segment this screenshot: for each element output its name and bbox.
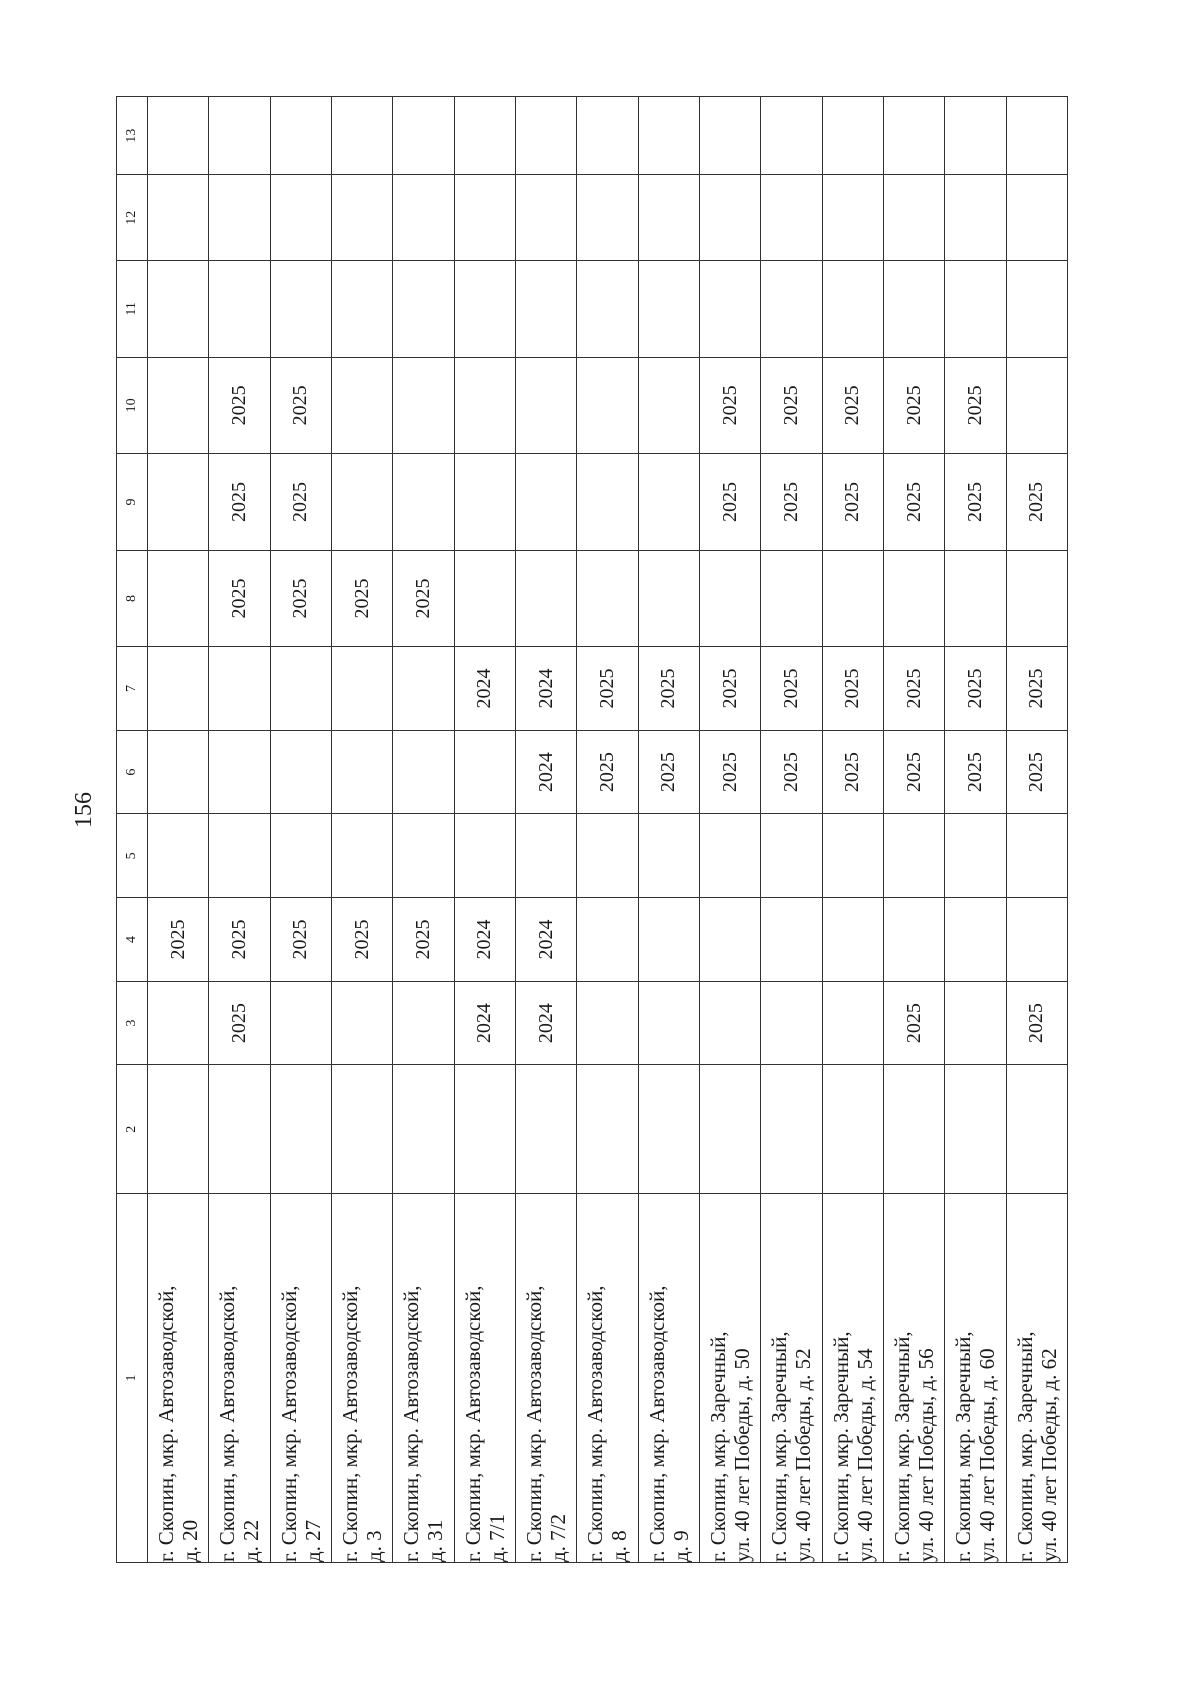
column-header: 10 — [117, 357, 148, 454]
year-cell — [1006, 357, 1067, 454]
year-cell: 2025 — [638, 647, 699, 731]
year-cell: 2024 — [515, 981, 576, 1065]
year-cell: 2025 — [209, 357, 270, 454]
year-cell — [454, 261, 515, 358]
year-cell — [883, 97, 944, 175]
year-cell — [331, 647, 392, 731]
year-cell — [638, 550, 699, 647]
year-cell: 2025 — [209, 981, 270, 1065]
year-cell — [883, 898, 944, 982]
year-cell — [393, 357, 454, 454]
address-cell — [577, 1194, 638, 1563]
year-cell: 2024 — [454, 981, 515, 1065]
year-cell — [331, 261, 392, 358]
table-row — [331, 97, 392, 1563]
address-cell — [638, 1194, 699, 1563]
address-cell — [393, 1194, 454, 1563]
year-cell — [270, 1065, 331, 1194]
year-cell — [883, 550, 944, 647]
year-cell: 2025 — [761, 454, 822, 551]
table-row — [945, 97, 1006, 1563]
address-line: д. 22 — [239, 1519, 264, 1562]
year-cell — [454, 550, 515, 647]
address-line: г. Скопин, мкр. Автозаводской, — [644, 1285, 669, 1562]
address-line: ул. 40 лет Победы, д. 52 — [791, 1348, 816, 1562]
year-cell: 2025 — [577, 647, 638, 731]
year-cell — [761, 1065, 822, 1194]
year-cell — [822, 814, 883, 898]
table-row — [515, 97, 576, 1563]
year-cell — [761, 814, 822, 898]
year-cell: 2025 — [822, 454, 883, 551]
year-cell: 2025 — [883, 981, 944, 1065]
year-cell — [209, 175, 270, 261]
year-cell — [577, 550, 638, 647]
year-cell: 2025 — [393, 898, 454, 982]
year-cell — [270, 175, 331, 261]
address-cell — [270, 1194, 331, 1563]
year-cell — [945, 898, 1006, 982]
year-cell — [945, 261, 1006, 358]
year-cell — [1006, 898, 1067, 982]
year-cell: 2025 — [1006, 647, 1067, 731]
year-cell — [331, 175, 392, 261]
column-header: 11 — [117, 261, 148, 358]
year-cell: 2025 — [270, 898, 331, 982]
year-cell — [331, 981, 392, 1065]
year-cell — [515, 1065, 576, 1194]
address-line: д. 27 — [300, 1519, 325, 1562]
year-cell — [945, 97, 1006, 175]
address-line: ул. 40 лет Победы, д. 60 — [975, 1348, 1000, 1562]
address-line: ул. 40 лет Победы, д. 54 — [852, 1348, 877, 1562]
address-cell — [822, 1194, 883, 1563]
year-cell: 2025 — [883, 454, 944, 551]
year-cell — [638, 261, 699, 358]
address-line: г. Скопин, мкр. Заречный, — [951, 1331, 976, 1562]
address-line: г. Скопин, мкр. Автозаводской, — [399, 1285, 424, 1562]
address-line: д. 7/2 — [546, 1513, 571, 1562]
year-cell — [577, 97, 638, 175]
address-line: ул. 40 лет Победы, д. 50 — [730, 1348, 755, 1562]
year-cell — [945, 550, 1006, 647]
year-cell — [331, 357, 392, 454]
year-cell — [638, 981, 699, 1065]
year-cell: 2024 — [515, 647, 576, 731]
year-cell — [638, 898, 699, 982]
year-cell: 2025 — [209, 454, 270, 551]
year-cell: 2025 — [822, 647, 883, 731]
address-line: г. Скопин, мкр. Заречный, — [890, 1331, 915, 1562]
year-cell: 2025 — [270, 357, 331, 454]
year-cell — [761, 261, 822, 358]
year-cell — [515, 261, 576, 358]
year-cell: 2024 — [515, 730, 576, 814]
year-cell: 2025 — [393, 550, 454, 647]
year-cell: 2025 — [270, 550, 331, 647]
column-header: 13 — [117, 97, 148, 175]
year-cell — [699, 550, 760, 647]
year-cell — [699, 261, 760, 358]
year-cell — [883, 814, 944, 898]
address-cell — [945, 1194, 1006, 1563]
year-cell — [883, 1065, 944, 1194]
address-line: д. 8 — [607, 1530, 632, 1562]
year-cell — [577, 454, 638, 551]
address-cell — [209, 1194, 270, 1563]
year-cell — [148, 454, 209, 551]
year-cell: 2025 — [148, 898, 209, 982]
year-cell: 2025 — [945, 454, 1006, 551]
year-cell: 2025 — [209, 898, 270, 982]
year-cell — [454, 814, 515, 898]
year-cell — [454, 175, 515, 261]
year-cell — [577, 814, 638, 898]
table-row — [638, 97, 699, 1563]
year-cell — [209, 730, 270, 814]
year-cell — [515, 357, 576, 454]
year-cell — [699, 814, 760, 898]
address-line: г. Скопин, мкр. Автозаводской, — [583, 1285, 608, 1562]
year-cell — [393, 454, 454, 551]
year-cell — [1006, 550, 1067, 647]
year-cell — [148, 97, 209, 175]
schedule-table — [116, 96, 1068, 1563]
year-cell — [209, 814, 270, 898]
address-line: г. Скопин, мкр. Заречный, — [828, 1331, 853, 1562]
year-cell — [577, 357, 638, 454]
year-cell: 2024 — [454, 898, 515, 982]
year-cell: 2025 — [945, 730, 1006, 814]
address-line: д. 31 — [423, 1519, 448, 1562]
year-cell: 2024 — [515, 898, 576, 982]
year-cell: 2025 — [699, 454, 760, 551]
column-header: 8 — [117, 550, 148, 647]
table-row — [699, 97, 760, 1563]
year-cell — [209, 1065, 270, 1194]
year-cell — [515, 97, 576, 175]
year-cell — [148, 814, 209, 898]
year-cell — [270, 647, 331, 731]
year-cell — [1006, 814, 1067, 898]
year-cell — [638, 1065, 699, 1194]
column-header: 6 — [117, 730, 148, 814]
year-cell — [822, 550, 883, 647]
year-cell — [209, 647, 270, 731]
year-cell: 2025 — [1006, 454, 1067, 551]
year-cell — [577, 261, 638, 358]
address-line: ул. 40 лет Победы, д. 56 — [914, 1348, 939, 1562]
table-row — [454, 97, 515, 1563]
address-line: г. Скопин, мкр. Автозаводской, — [338, 1285, 363, 1562]
year-cell — [331, 1065, 392, 1194]
year-cell — [945, 1065, 1006, 1194]
address-line: д. 20 — [178, 1519, 203, 1562]
table-body — [117, 97, 1068, 1563]
year-cell: 2025 — [761, 647, 822, 731]
year-cell — [393, 814, 454, 898]
year-cell: 2025 — [883, 357, 944, 454]
column-header: 12 — [117, 175, 148, 261]
table-row — [209, 97, 270, 1563]
year-cell — [761, 898, 822, 982]
year-cell — [454, 97, 515, 175]
address-line: г. Скопин, мкр. Автозаводской, — [154, 1285, 179, 1562]
year-cell: 2024 — [454, 647, 515, 731]
column-header: 1 — [117, 1194, 148, 1563]
year-cell — [270, 97, 331, 175]
year-cell — [331, 97, 392, 175]
year-cell — [393, 261, 454, 358]
year-cell: 2025 — [883, 647, 944, 731]
year-cell: 2025 — [699, 647, 760, 731]
year-cell — [577, 1065, 638, 1194]
year-cell — [515, 814, 576, 898]
year-cell: 2025 — [761, 730, 822, 814]
year-cell — [1006, 1065, 1067, 1194]
year-cell — [331, 454, 392, 551]
year-cell — [270, 730, 331, 814]
year-cell — [1006, 175, 1067, 261]
table-row — [577, 97, 638, 1563]
page-number: 156 — [70, 792, 97, 828]
address-line: д. 3 — [362, 1530, 387, 1562]
year-cell — [454, 357, 515, 454]
year-cell — [515, 454, 576, 551]
year-cell — [699, 981, 760, 1065]
year-cell — [148, 981, 209, 1065]
year-cell — [209, 261, 270, 358]
year-cell — [883, 175, 944, 261]
table-row — [761, 97, 822, 1563]
year-cell — [822, 898, 883, 982]
year-cell — [638, 454, 699, 551]
year-cell — [270, 981, 331, 1065]
year-cell — [331, 730, 392, 814]
table-row — [883, 97, 944, 1563]
header-row — [117, 97, 148, 1563]
year-cell — [393, 175, 454, 261]
year-cell: 2025 — [1006, 730, 1067, 814]
year-cell — [148, 175, 209, 261]
table-row — [1006, 97, 1067, 1563]
year-cell — [577, 981, 638, 1065]
year-cell — [454, 1065, 515, 1194]
address-line: ул. 40 лет Победы, д. 62 — [1036, 1348, 1061, 1562]
year-cell: 2025 — [761, 357, 822, 454]
year-cell — [761, 97, 822, 175]
table-row — [393, 97, 454, 1563]
year-cell — [1006, 97, 1067, 175]
year-cell: 2025 — [1006, 981, 1067, 1065]
column-header: 4 — [117, 898, 148, 982]
year-cell — [331, 814, 392, 898]
year-cell — [945, 175, 1006, 261]
column-header: 9 — [117, 454, 148, 551]
year-cell: 2025 — [699, 357, 760, 454]
year-cell: 2025 — [883, 730, 944, 814]
year-cell — [699, 1065, 760, 1194]
address-cell — [699, 1194, 760, 1563]
year-cell — [454, 730, 515, 814]
year-cell — [454, 454, 515, 551]
year-cell: 2025 — [638, 730, 699, 814]
year-cell — [822, 1065, 883, 1194]
address-line: г. Скопин, мкр. Автозаводской, — [215, 1285, 240, 1562]
year-cell — [515, 175, 576, 261]
column-header: 5 — [117, 814, 148, 898]
year-cell — [148, 730, 209, 814]
year-cell: 2025 — [945, 357, 1006, 454]
table-row — [822, 97, 883, 1563]
year-cell — [148, 550, 209, 647]
address-line: г. Скопин, мкр. Заречный, — [767, 1331, 792, 1562]
year-cell — [638, 357, 699, 454]
year-cell — [393, 1065, 454, 1194]
year-cell — [761, 981, 822, 1065]
year-cell — [945, 814, 1006, 898]
year-cell: 2025 — [209, 550, 270, 647]
year-cell — [699, 898, 760, 982]
address-cell — [515, 1194, 576, 1563]
year-cell — [822, 97, 883, 175]
column-header: 7 — [117, 647, 148, 731]
year-cell — [638, 814, 699, 898]
year-cell — [209, 97, 270, 175]
year-cell — [577, 898, 638, 982]
address-cell — [761, 1194, 822, 1563]
address-cell — [454, 1194, 515, 1563]
year-cell: 2025 — [699, 730, 760, 814]
year-cell — [393, 730, 454, 814]
year-cell — [270, 261, 331, 358]
year-cell — [822, 981, 883, 1065]
year-cell: 2025 — [822, 357, 883, 454]
year-cell — [148, 1065, 209, 1194]
table-row — [270, 97, 331, 1563]
year-cell — [822, 175, 883, 261]
address-cell — [148, 1194, 209, 1563]
year-cell — [148, 647, 209, 731]
rotated-table-container — [116, 96, 1068, 1563]
year-cell — [699, 97, 760, 175]
year-cell — [393, 981, 454, 1065]
column-header: 2 — [117, 1065, 148, 1194]
year-cell — [883, 261, 944, 358]
year-cell — [638, 97, 699, 175]
table-row — [148, 97, 209, 1563]
year-cell: 2025 — [270, 454, 331, 551]
address-line: д. 9 — [668, 1530, 693, 1562]
year-cell — [148, 357, 209, 454]
year-cell: 2025 — [331, 550, 392, 647]
column-header: 3 — [117, 981, 148, 1065]
year-cell — [638, 175, 699, 261]
year-cell: 2025 — [945, 647, 1006, 731]
year-cell — [1006, 261, 1067, 358]
address-line: д. 7/1 — [484, 1513, 509, 1562]
year-cell — [393, 647, 454, 731]
year-cell — [699, 175, 760, 261]
address-line: г. Скопин, мкр. Автозаводской, — [460, 1285, 485, 1562]
address-line: г. Скопин, мкр. Заречный, — [1012, 1331, 1037, 1562]
address-line: г. Скопин, мкр. Автозаводской, — [522, 1285, 547, 1562]
year-cell — [945, 981, 1006, 1065]
year-cell — [515, 550, 576, 647]
year-cell: 2025 — [822, 730, 883, 814]
year-cell — [761, 550, 822, 647]
year-cell — [761, 175, 822, 261]
address-line: г. Скопин, мкр. Заречный, — [706, 1331, 731, 1562]
year-cell: 2025 — [331, 898, 392, 982]
year-cell — [270, 814, 331, 898]
address-line: г. Скопин, мкр. Автозаводской, — [276, 1285, 301, 1562]
year-cell — [577, 175, 638, 261]
address-cell — [331, 1194, 392, 1563]
address-cell — [883, 1194, 944, 1563]
year-cell — [148, 261, 209, 358]
year-cell — [393, 97, 454, 175]
year-cell — [822, 261, 883, 358]
address-cell — [1006, 1194, 1067, 1563]
year-cell: 2025 — [577, 730, 638, 814]
